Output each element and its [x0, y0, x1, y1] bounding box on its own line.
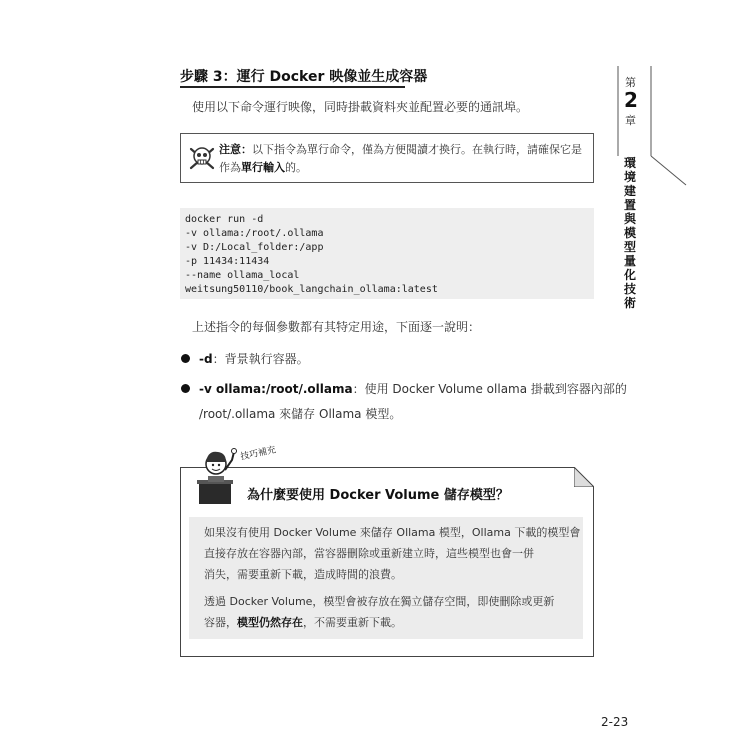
warning-label: 注意： [219, 143, 252, 156]
warning-text-b: 作為 [219, 161, 241, 174]
tip-line: 直接存放在容器內部，當容器刪除或重新建立時，這些模型也會一併 [204, 547, 534, 560]
warning-text [219, 141, 587, 177]
tip-content [189, 517, 583, 639]
code-line: -p 11434:11434 [185, 256, 270, 267]
warning-box [180, 133, 594, 183]
bullet-desc-continued: /root/.ollama 來儲存 Ollama 模型。 [199, 407, 402, 421]
skull-crossbones-icon [187, 143, 217, 173]
code-block [180, 208, 594, 299]
tip-line: 消失，需要重新下載，造成時間的浪費。 [204, 568, 402, 581]
code-line: docker run -d [185, 214, 264, 225]
bullet-icon [181, 354, 190, 363]
tip-title: 為什麼要使用 Docker Volume 儲存模型？ [247, 488, 509, 503]
tip-text: 容器， [204, 616, 237, 629]
intro-paragraph: 使用以下命令運行映像，同時掛載資料夾並配置必要的通訊埠。 [192, 100, 529, 114]
explanation-paragraph: 上述指令的每個參數都有其特定用途，下面逐一說明： [192, 320, 481, 334]
code-line: --name ollama_local [185, 270, 300, 281]
chapter-prefix: 第 [625, 76, 636, 89]
chapter-suffix: 章 [625, 114, 636, 127]
bullet-term: -d [199, 352, 213, 366]
folded-corner-icon [574, 467, 594, 487]
bullet-term: -v ollama:/root/.ollama [199, 382, 353, 396]
tip-bold-text: 模型仍然存在 [237, 616, 303, 629]
code-line: -v ollama:/root/.ollama [185, 228, 324, 239]
chapter-number: 2 [624, 88, 638, 112]
tip-label: 技巧補充 [239, 445, 277, 463]
chapter-title: 環境建置與模型量化技術 [623, 156, 636, 310]
bullet-item [199, 380, 627, 397]
bullet-desc: ：使用 Docker Volume ollama 掛載到容器內部的 [352, 382, 627, 396]
heading-underline [180, 86, 405, 88]
section-heading: 步驟 3：運行 Docker 映像並生成容器 [180, 69, 428, 85]
tip-text: ，不需要重新下載。 [303, 616, 402, 629]
tip-line: 如果沒有使用 Docker Volume 來儲存 Ollama 模型，Ollama 下載的模型會 [204, 526, 581, 539]
warning-text-bold: 單行輸入 [241, 161, 285, 174]
bullet-icon [181, 384, 190, 393]
tip-line: 透過 Docker Volume，模型會被存放在獨立儲存空間，即使刪除或更新 [204, 595, 555, 608]
tip-line [204, 614, 402, 630]
warning-text-a: 以下指令為單行命令，僅為方便閱讀才換行。在執行時，請確保它是 [252, 143, 582, 156]
page-number: 2-23 [601, 715, 629, 729]
code-line: -v D:/Local_folder:/app [185, 242, 324, 253]
code-line: weitsung50110/book_langchain_ollama:latest [185, 284, 438, 295]
bullet-item [199, 350, 309, 367]
warning-text-c: 的。 [285, 161, 307, 174]
bullet-desc: ：背景執行容器。 [212, 352, 309, 366]
